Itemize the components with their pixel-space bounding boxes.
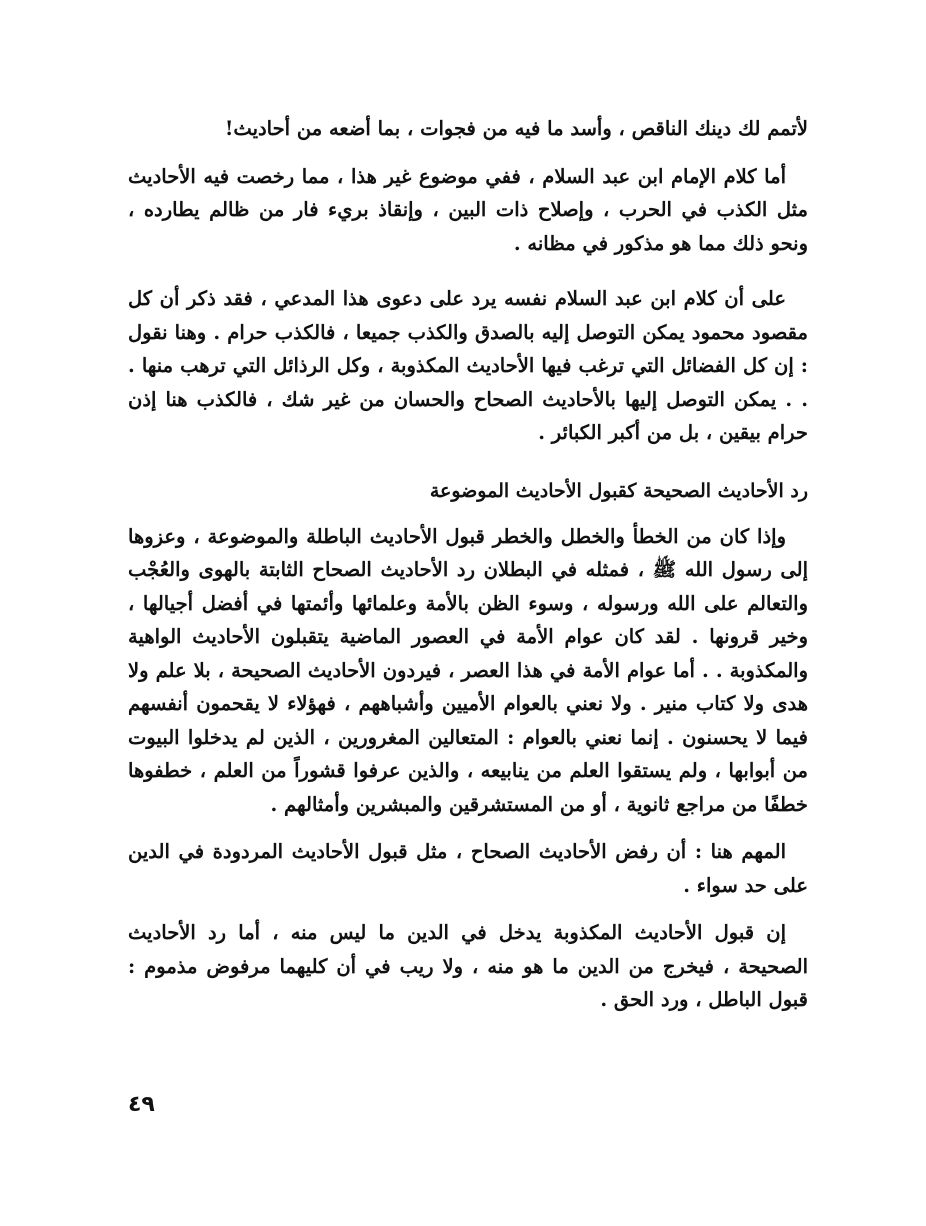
- paragraph-3: على أن كلام ابن عبد السلام نفسه يرد على دعوى هذا المدعي ، فقد ذكر أن كل مقصود محمود يمكن التوصل إليه بالصدق والكذب جميعا ، فالكذب حرام . وهنا نقول : إن كل الفضائل التي ترغب فيها الأحاديث المكذوبة ، وكل الرذائل التي ترهب منها . . . يمكن التوصل إليها بالأحاديث الصحاح والحسان من غير شك ، فالكذب هنا إذن حرام بيقين ، بل من أكبر الكبائر .: [128, 287, 808, 444]
- document-page: [128, 112, 808, 1017]
- paragraph-1: لأتمم لك دينك الناقص ، وأسد ما فيه من فجوات ، بما أضعه من أحاديث!: [224, 117, 808, 140]
- section-heading: رد الأحاديث الصحيحة كقبول الأحاديث الموضوعة: [429, 479, 808, 502]
- paragraph-2: أما كلام الإمام ابن عبد السلام ، ففي موضوع غير هذا ، مما رخصت فيه الأحاديث مثل الكذب في الحرب ، وإصلاح ذات البين ، وإنقاذ بريء فار من ظالم يطارده ، ونحو ذلك مما هو مذكور في مظانه .: [128, 164, 808, 255]
- section-paragraph-3: إن قبول الأحاديث المكذوبة يدخل في الدين ما ليس منه ، أما رد الأحاديث الصحيحة ، فيخرج من الدين ما هو منه ، ولا ريب في أن كليهما مرفوض مذموم : قبول الباطل ، ورد الحق .: [128, 921, 808, 1011]
- section-paragraph-2: المهم هنا : أن رفض الأحاديث الصحاح ، مثل قبول الأحاديث المردودة في الدين على حد سواء .: [128, 840, 808, 897]
- page-number: ٤٩: [128, 1092, 155, 1117]
- section-paragraph-1: وإذا كان من الخطأ والخطل والخطر قبول الأحاديث الباطلة والموضوعة ، وعزوها إلى رسول الله ﷺ ، فمثله في البطلان رد الأحاديث الصحاح الثابتة بالهوى والعُجْب والتعالم على الله ورسوله ، وسوء الظن بالأمة وعلمائها وأئمتها في أفضل أجيالها ، وخير قرونها . لقد كان عوام الأمة في العصور الماضية يتقبلون الأحاديث الواهية والمكذوبة . . أما عوام الأمة في هذا العصر ، فيردون الأحاديث الصحيحة ، بلا علم ولا هدى ولا كتاب منير . ولا نعني بالعوام الأميين وأشباههم ، فهؤلاء لا يقحمون أنفسهم فيما لا يحسنون . إنما نعني بالعوام : المتعالين المغرورين ، الذين لم يدخلوا البيوت من أبوابها ، ولم يستقوا العلم من ينابيعه ، والذين عرفوا قشوراً من العلم ، خطفوها خطفًا من مراجع ثانوية ، أو من المستشرقين والمبشرين وأمثالهم .: [128, 524, 808, 816]
